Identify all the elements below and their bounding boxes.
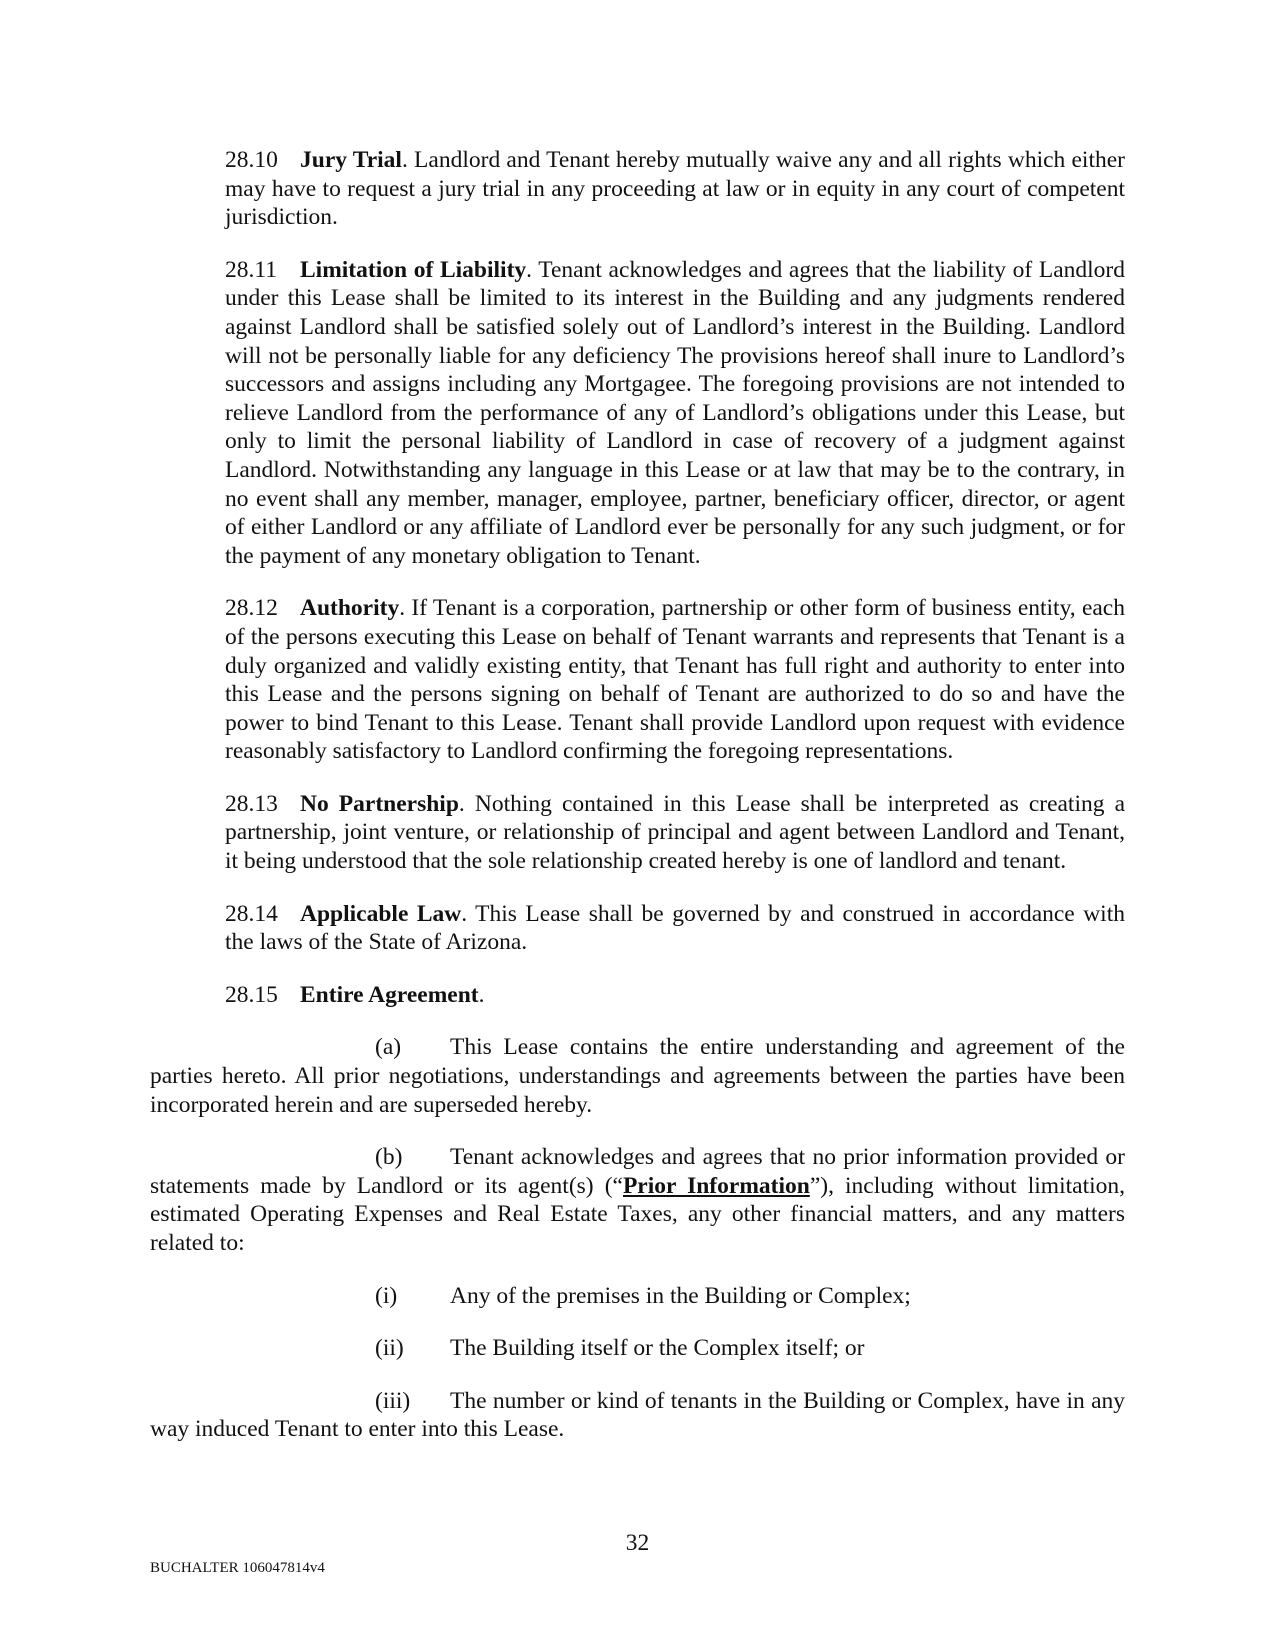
clause-label: (iii) xyxy=(375,1387,411,1414)
section-number: 28.11 xyxy=(225,256,278,283)
section-28-11 xyxy=(150,256,1125,571)
clause-label: (ii) xyxy=(375,1335,404,1362)
document-body xyxy=(150,146,1125,1468)
section-number: 28.14 xyxy=(225,900,278,927)
subsection-text: This Lease contains the entire understanding and agreement of the parties hereto. All prior negotiations, understandings and agreements between the parties have been incorporated herein and are superseded hereby. xyxy=(150,1034,1125,1118)
section-heading: Applicable Law xyxy=(300,900,462,927)
subsection-label: (a) xyxy=(375,1034,402,1061)
section-text: . xyxy=(478,981,485,1008)
defined-term: Prior Information xyxy=(622,1172,810,1199)
section-heading: No Partnership xyxy=(300,790,459,817)
section-heading: Entire Agreement xyxy=(300,981,479,1008)
clause-label: (i) xyxy=(375,1282,398,1309)
clause-text: The number or kind of tenants in the Building or Complex, have in any way induced Tenant to enter into this Lease. xyxy=(150,1387,1125,1443)
section-text: . Landlord and Tenant hereby mutually waive any and all rights which either may have to request a jury trial in any proceeding at law or in equity in any court of competent jurisdiction. xyxy=(225,147,1126,231)
section-28-14 xyxy=(150,900,1125,957)
subsection-text-after: ”), including without limitation, estimated Operating Expenses and Real Estate Taxes, any other financial matters, and any matters related to: xyxy=(150,1172,1126,1256)
section-28-12 xyxy=(150,594,1125,766)
clause-ii xyxy=(375,1334,1125,1363)
subsection-b xyxy=(150,1143,1125,1257)
clause-i xyxy=(375,1282,1125,1311)
section-number: 28.10 xyxy=(225,147,278,173)
section-number: 28.12 xyxy=(225,595,278,622)
section-text: . This Lease shall be governed by and construed in accordance with the laws of the State of Arizona. xyxy=(225,900,1125,956)
section-28-13 xyxy=(150,790,1125,876)
section-heading: Authority xyxy=(300,595,400,622)
section-heading: Jury Trial xyxy=(300,147,402,173)
section-heading: Limitation of Liability xyxy=(300,256,527,283)
section-number: 28.15 xyxy=(225,981,278,1008)
clause-text: Any of the premises in the Building or Complex; xyxy=(450,1282,911,1309)
section-number: 28.13 xyxy=(225,790,278,817)
subsection-text-before: Tenant acknowledges and agrees that no prior information provided or statements made by Landlord or its agent(s) (“ xyxy=(150,1144,1125,1199)
clause-text: The Building itself or the Complex itself; or xyxy=(450,1335,865,1362)
page-number: 32 xyxy=(625,1530,650,1556)
subsection-a xyxy=(150,1033,1125,1119)
document-id: BUCHALTER 106047814v4 xyxy=(150,1560,325,1576)
section-text: . Nothing contained in this Lease shall be interpreted as creating a partnership, joint venture, or relationship of principal and agent between Landlord and Tenant, it being understood that the sole relationship created hereby is one of landlord and tenant. xyxy=(225,790,1125,875)
section-text: . If Tenant is a corporation, partnership or other form of business entity, each of the persons executing this Lease on behalf of Tenant warrants and represents that Tenant is a duly organized and validly existing entity, that Tenant has full right and authority to enter into this Lease and the persons signing on behalf of Tenant are authorized to do so and have the power to bind Tenant to this Lease. Tenant shall provide Landlord upon request with evidence reasonably satisfactory to Landlord confirming the foregoing representations. xyxy=(225,595,1125,765)
clause-iii xyxy=(150,1387,1125,1444)
section-28-15 xyxy=(150,981,1125,1010)
section-28-10 xyxy=(150,146,1125,232)
section-text: . Tenant acknowledges and agrees that the liability of Landlord under this Lease shall be limited to its interest in the Building and any judgments rendered against Landlord shall be satisfied solely out of Landlord’s interest in the Building. Landlord will not be personally liable for any deficiency The provisions hereof shall inure to Landlord’s successors and assigns including any Mortgagee. The foregoing provisions are not intended to relieve Landlord from the performance of any of Landlord’s obligations under this Lease, but only to limit the personal liability of Landlord in case of recovery of a judgment against Landlord. Notwithstanding any language in this Lease or at law that may be to the contrary, in no event shall any member, manager, employee, partner, beneficiary officer, director, or agent of either Landlord or any affiliate of Landlord ever be personally for any such judgment, or for the payment of any monetary obligation to Tenant. xyxy=(225,256,1125,569)
subsection-label: (b) xyxy=(375,1144,403,1171)
